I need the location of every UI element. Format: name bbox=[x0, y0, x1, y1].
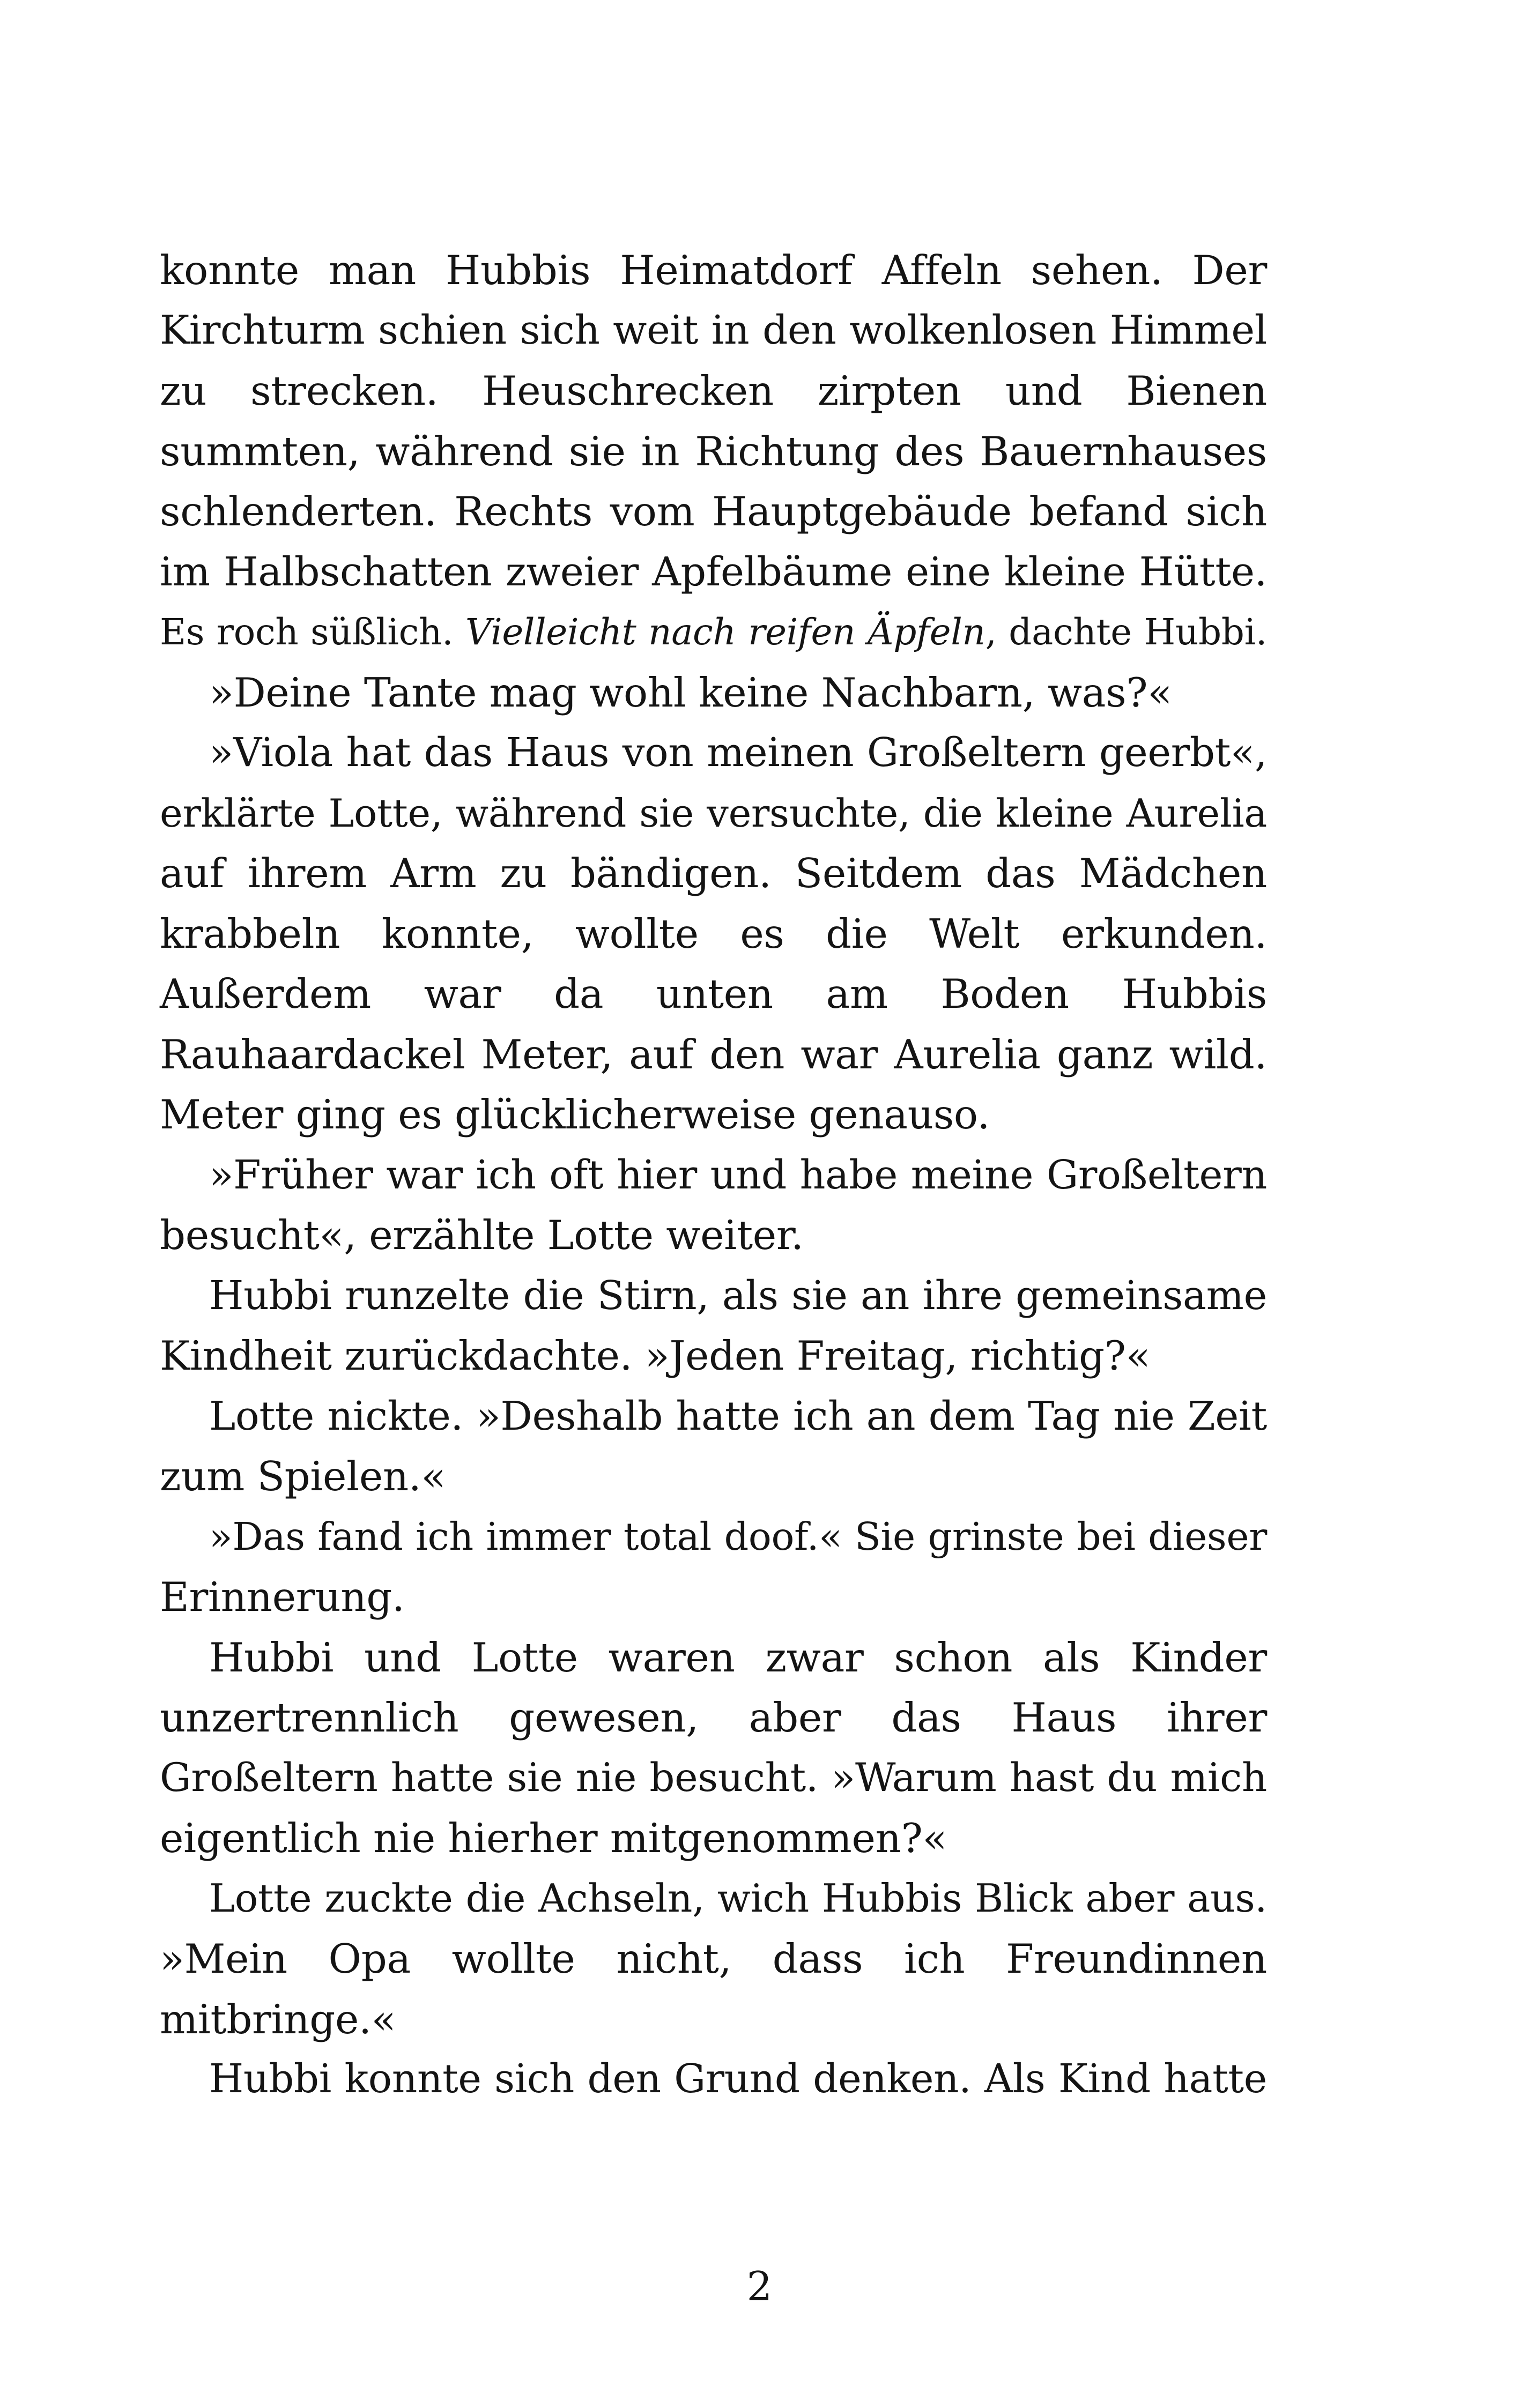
paragraph-first-line: »Das fand ich immer total doof.« Sie grinste bei dieser bbox=[209, 1514, 1267, 1559]
text-line: eigentlich nie hierher mitgenommen?« bbox=[160, 1815, 947, 1862]
text-line: Großeltern hatte sie nie besucht. »Warum hast du mich bbox=[160, 1755, 1267, 1801]
text-line: Außerdem war da unten am Boden Hubbis bbox=[160, 970, 1267, 1017]
paragraph-first-line: »Deine Tante mag wohl keine Nachbarn, was?« bbox=[209, 668, 1172, 716]
text-line: besucht«, erzählte Lotte weiter. bbox=[160, 1212, 804, 1259]
text-line: zu strecken. Heuschrecken zirpten und Bienen bbox=[160, 367, 1267, 414]
text-line: Kirchturm schien sich weit in den wolkenlosen Himmel bbox=[160, 307, 1267, 353]
body-text bbox=[160, 240, 1267, 2110]
text-line bbox=[160, 602, 1267, 663]
paragraph-first-line: Hubbi und Lotte waren zwar schon als Kinder bbox=[209, 1633, 1267, 1681]
text-line: schlenderten. Rechts vom Hauptgebäude befand sich bbox=[160, 488, 1267, 535]
text-line: auf ihrem Arm zu bändigen. Seitdem das Mädchen bbox=[160, 850, 1267, 897]
paragraph-first-line: Lotte zuckte die Achseln, wich Hubbis Blick aber aus. bbox=[209, 1876, 1267, 1921]
text-line: »Mein Opa wollte nicht, dass ich Freundinnen bbox=[160, 1935, 1267, 1982]
text-line: zum Spielen.« bbox=[160, 1453, 446, 1500]
text-line: Rauhaardackel Meter, auf den war Aurelia ganz wild. bbox=[160, 1030, 1267, 1078]
text-line: summten, während sie in Richtung des Bauernhauses bbox=[160, 427, 1267, 475]
text-line: mitbringe.« bbox=[160, 1995, 396, 2043]
text-line: Kindheit zurückdachte. »Jeden Freitag, richtig?« bbox=[160, 1332, 1151, 1379]
paragraph-first-line: Hubbi runzelte die Stirn, als sie an ihre gemeinsame bbox=[209, 1272, 1267, 1319]
text-span: Es roch süßlich. bbox=[160, 611, 465, 653]
paragraph-first-line: »Viola hat das Haus von meinen Großeltern geerbt«, bbox=[209, 730, 1267, 776]
text-line: im Halbschatten zweier Apfelbäume eine kleine Hütte. bbox=[160, 548, 1267, 595]
text-line: Erinnerung. bbox=[160, 1573, 405, 1621]
paragraph-first-line: Lotte nickte. »Deshalb hatte ich an dem Tag nie Zeit bbox=[209, 1392, 1267, 1439]
page-number: 2 bbox=[746, 2263, 773, 2310]
text-line: konnte man Hubbis Heimatdorf Affeln sehen. Der bbox=[160, 247, 1267, 294]
italic-thought: Vielleicht nach reifen Äpfeln bbox=[465, 611, 986, 653]
text-line: unzertrennlich gewesen, aber das Haus ihrer bbox=[160, 1694, 1267, 1741]
paragraph-first-line: »Früher war ich oft hier und habe meine Großeltern bbox=[209, 1151, 1267, 1198]
paragraph-first-line: Hubbi konnte sich den Grund denken. Als Kind hatte bbox=[209, 2056, 1267, 2102]
text-span: , dachte Hubbi. bbox=[985, 611, 1267, 653]
text-line: krabbeln konnte, wollte es die Welt erkunden. bbox=[160, 910, 1267, 957]
text-line: Meter ging es glücklicherweise genauso. bbox=[160, 1091, 990, 1138]
text-line: erklärte Lotte, während sie versuchte, die kleine Aurelia bbox=[160, 790, 1267, 836]
